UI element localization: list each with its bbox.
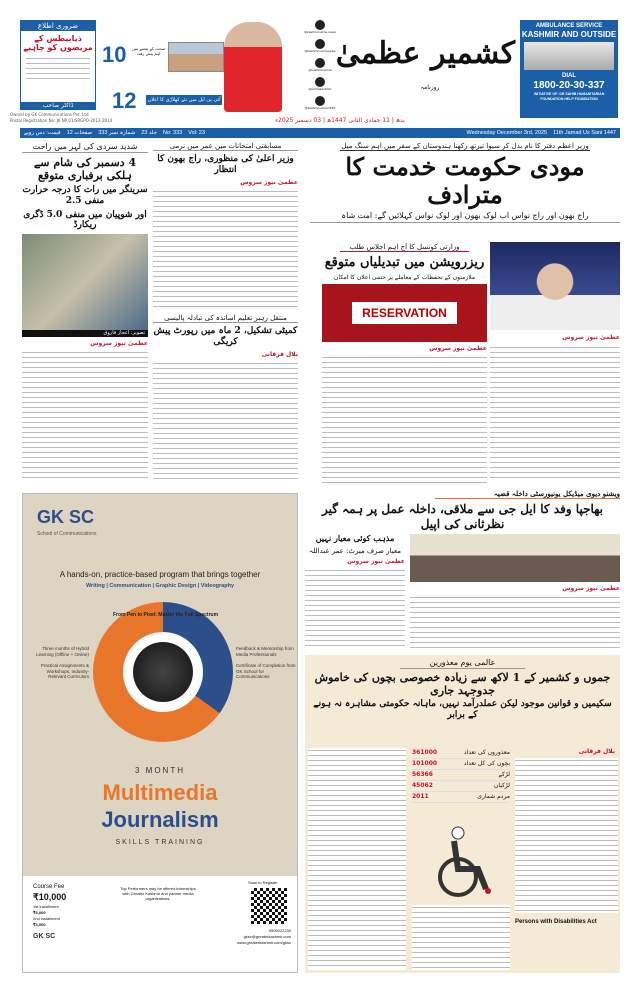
social-links xyxy=(300,20,340,110)
stat-label: بچوں کی کل تعداد xyxy=(463,760,510,767)
ad-right-features xyxy=(236,646,296,680)
instagram-icon[interactable] xyxy=(315,39,325,49)
ad-phone: 9905022230 xyxy=(268,928,291,933)
ad-duration: 3 MONTH xyxy=(135,766,185,775)
disabled-header xyxy=(310,658,615,744)
social-handle: @uzmakashmir xyxy=(308,87,332,91)
ambulance-number: 1800-20-30-337 xyxy=(533,80,605,91)
stat-value: 101000 xyxy=(412,760,438,767)
youtube-icon[interactable] xyxy=(315,96,325,106)
ambulance-ad[interactable] xyxy=(520,20,618,118)
medical-headline[interactable]: بھاجپا وفد کا ایل جی سے ملاقی، داخلہ عمل پر ہمہ گیر نظرثانی کی اپیل xyxy=(321,502,604,531)
teaser-right-caption: آئی پی ایل میں نئے کھلاڑی کا اعلان xyxy=(147,97,221,103)
coffee-cup-graphic xyxy=(93,602,233,742)
medical-body-text xyxy=(410,595,620,650)
fee-block xyxy=(33,884,103,941)
teachers-kicker[interactable]: منتقل رہبر تعلیم اساتذہ کی تبادلہ پالیسی xyxy=(153,314,298,323)
ad-right-2: Certificate of Completion from GK School for Communications xyxy=(236,663,296,679)
disabled-kicker[interactable]: عالمی یوم معذورین xyxy=(400,658,525,669)
contact-block xyxy=(237,928,291,945)
inst2-amount: ₹4,000 xyxy=(33,922,46,927)
ambulance-initiative: INITIATIVE OF: DR SAHIB HUMANITARIAN FOUNDATION HELP FOUNDATION xyxy=(533,92,605,101)
ad-skills: Writing | Communication | Graphic Design | Videography xyxy=(85,583,235,589)
stat-value: 45062 xyxy=(412,782,433,789)
lead-subheadline[interactable]: راج بھون اور راج نواس اب لوک بھون اور لوک نواس کہلائیں گے: امت شاہ xyxy=(310,211,620,224)
vol-ur: جلد 23 xyxy=(141,130,157,136)
disabled-headline[interactable]: جموں و کشمیر کے 1 لاکھ سے زیادہ خصوصی بچوں کی خاموش جدوجہد جاری xyxy=(314,670,611,697)
ad-title-1: Multimedia xyxy=(102,780,218,805)
english-date: Wednesday December 3rd, 2025 xyxy=(466,130,548,136)
postal-line: Postal Registration No: JK NP 01/SRGPO-2012-2014 xyxy=(10,118,113,123)
exams-body-text xyxy=(153,189,298,310)
reservation-image[interactable] xyxy=(322,284,487,342)
stat-label: لڑکے xyxy=(498,771,510,778)
teachers-headline[interactable]: کمیٹی تشکیل، 2 ماہ میں رپورٹ پیش کریگی xyxy=(153,326,298,348)
ambulance-title: AMBULANCE SERVICE xyxy=(535,23,603,29)
website-icon[interactable] xyxy=(315,20,325,30)
social-handle: @kashmiruzma.news xyxy=(304,30,336,34)
ad-left-2: Practical Assignments & Workshops, Industry-Relevant Curriculum xyxy=(40,663,89,679)
weather-photo-block xyxy=(22,234,148,337)
issue-ur: شمارہ نمبر 333 xyxy=(98,130,136,136)
ad-right-1: Feedback & Mentorship from Media Professionals xyxy=(236,646,294,657)
ambulance-photo xyxy=(524,42,614,70)
medical-side-headline[interactable]: مذہب کوئی معیار نہیں xyxy=(315,533,395,544)
price: قیمت: دس روپے xyxy=(24,130,61,136)
left-ad-headline: ذیابیطس کے مریضوں کو چاہیے xyxy=(23,34,93,52)
inst1-label: 1st installment xyxy=(33,904,59,909)
ad-left-features xyxy=(29,646,89,680)
ad-email: gksc@greaterkashmir.com xyxy=(243,934,291,939)
cabinet-kicker[interactable]: وزارتی کونسل کا آج اہم اجلاس طلب xyxy=(340,243,469,252)
ad-left-1: Three months of Hybrid Learning (Offline + Online) xyxy=(36,646,89,657)
lead-byline: عظمیٰ نیوز سروس xyxy=(562,334,620,341)
stats-row xyxy=(412,770,510,781)
ad-subtitle: SKILLS TRAINING xyxy=(115,839,205,846)
hijri-date-line: بدھ | 11 جمادی الثانی 1447ھ | 03 دسمبر 2025ء xyxy=(275,117,405,124)
exams-byline: عظمیٰ نیوز سروس xyxy=(240,178,298,186)
weather-photo[interactable] xyxy=(22,234,148,330)
stats-table xyxy=(412,748,510,803)
stats-row xyxy=(412,792,510,803)
ad-website: www.greaterkashmir.com/gksc xyxy=(236,940,291,945)
ad-footer xyxy=(23,876,297,972)
stats-row xyxy=(412,748,510,759)
teachers-body-text xyxy=(153,361,298,482)
teaser-left-number[interactable]: 10 xyxy=(102,42,127,67)
exams-kicker[interactable]: مسابقتی امتحانات میں عمر میں نرمی xyxy=(153,142,298,151)
medical-byline: عظمیٰ نیوز سروس xyxy=(562,585,620,593)
stat-value: 2011 xyxy=(412,793,429,800)
left-ad-contact: ڈاکٹر صاحب xyxy=(21,102,95,109)
gksc-logo: GK SC xyxy=(37,507,95,527)
cabinet-body-text xyxy=(322,355,487,483)
disabled-sub[interactable]: سکیمیں و قوانین موجود لیکن عملدرآمد نہیں، ماہانہ حکومتی مشاہرہ نہ ہونے کے برابر xyxy=(313,698,612,720)
cabinet-sub[interactable]: ملازمتوں کے تحفظات کے معاملے پر حتمی اعلان کا امکان xyxy=(333,273,476,281)
weather-headline-2[interactable]: سرینگر میں رات کا درجہ حرارت منفی 2.5 xyxy=(22,184,148,206)
qr-code[interactable] xyxy=(251,888,287,924)
medical-body xyxy=(305,534,620,650)
stat-value: 56366 xyxy=(412,771,433,778)
exams-story xyxy=(153,142,298,310)
weather-byline: عظمیٰ نیوز سروس xyxy=(90,340,148,348)
lead-body-text xyxy=(490,345,620,480)
stats-row xyxy=(412,759,510,770)
teachers-story xyxy=(153,314,298,482)
fee-label: Course Fee xyxy=(33,884,65,890)
social-handle: @kashmiruzmanews xyxy=(304,49,336,53)
date-bar xyxy=(20,128,620,138)
reservation-label: RESERVATION xyxy=(352,302,457,324)
stat-label: معذوروں کی تعداد xyxy=(463,749,510,756)
stats-row xyxy=(412,781,510,792)
inst2-label: 2nd installment xyxy=(33,916,60,921)
medical-side-sub[interactable]: معیار صرف میرٹ: عمر عبداللہ xyxy=(309,546,401,555)
social-handle: @kashmiruzma7487 xyxy=(304,106,336,110)
internship-note: Top Performers may be offered internships with Greater Kashmir and partner media organizations. xyxy=(120,886,196,901)
medical-story xyxy=(305,490,620,650)
ad-title-2: Journalism xyxy=(101,807,219,832)
medical-side xyxy=(305,534,405,650)
logo-prefix: روزنامہ xyxy=(420,84,440,91)
facebook-icon[interactable] xyxy=(315,58,325,68)
stat-value: 361000 xyxy=(412,749,438,756)
x-icon[interactable] xyxy=(315,77,325,87)
issue-no: No: 333 xyxy=(162,130,183,136)
newspaper-logo: کشمیر عظمیٰ xyxy=(335,36,515,71)
weather-story xyxy=(22,142,148,482)
cabinet-byline: عظمیٰ نیوز سروس xyxy=(429,345,487,353)
medical-main xyxy=(410,534,620,650)
hijri-date-en: 11th Jamad Us Sani 1447 xyxy=(553,130,616,136)
stat-label: مردم شماری xyxy=(477,793,510,800)
teaser-left-photo[interactable] xyxy=(168,42,224,72)
disabled-byline: بلال فرقانی xyxy=(578,748,615,755)
exams-headline[interactable]: وزیر اعلیٰ کی منظوری، راج بھون کا انتظار xyxy=(157,154,294,176)
gksc-ad[interactable] xyxy=(22,493,298,973)
lead-kicker[interactable]: وزیر اعظم دفتر کا نام بدل کر سیوا تیرتھ رکھنا ہندوستان کے سفر میں اہم سنگ میل xyxy=(341,142,589,150)
disabled-body-bottom xyxy=(412,905,510,970)
medical-kicker[interactable]: ویشنو دیوی میڈیکل یونیورسٹی داخلہ قضیہ xyxy=(435,490,620,499)
wheelchair-icon xyxy=(430,825,500,900)
left-ad-title: ضروری اطلاع xyxy=(21,21,95,31)
disabled-body-right xyxy=(515,758,618,913)
stat-label: لڑکیاں xyxy=(493,782,510,789)
volume: Vol: 23 xyxy=(188,130,206,136)
left-ad[interactable] xyxy=(20,20,96,110)
gksc-small-logo: GK SC xyxy=(33,933,56,940)
medical-photo[interactable] xyxy=(410,534,620,582)
ambulance-dial: DIAL xyxy=(562,73,576,79)
medical-side-text xyxy=(305,568,405,650)
social-handle: @kashmiruzma xyxy=(308,68,332,72)
ad-ring-text: From Pen to Pixel: Master the Full Spectrum xyxy=(113,612,219,618)
ambulance-subtitle: KASHMIR AND OUTSIDE xyxy=(521,30,617,39)
teachers-byline: بلال فرقانی xyxy=(261,350,298,358)
medical-side-byline: عظمیٰ نیوز سروس xyxy=(347,558,405,566)
weather-kicker[interactable]: شدید سردی کی لہر میں راحت xyxy=(22,142,148,153)
fee-amount: ₹10,000 xyxy=(33,892,67,902)
cabinet-story xyxy=(322,243,487,483)
teaser-left-caption: صحت کے شعبے میں اہم پیش رفت xyxy=(131,46,166,56)
lead-headline[interactable]: مودی حکومت خدمت کا مترادف xyxy=(345,152,585,209)
disabled-body-left xyxy=(308,748,406,970)
player-photo[interactable] xyxy=(224,22,282,112)
pages: صفحات 12 xyxy=(66,130,93,136)
disabilities-act-snippet: Persons with Disabilities Act xyxy=(515,919,597,925)
owner-line: Owned by GK Communications Pvt. Ltd xyxy=(10,112,89,117)
weather-headline-3[interactable]: اور شوپیان میں منفی 5.0 ڈگری ریکارڈ xyxy=(23,209,147,231)
weather-headline-1[interactable]: 4 دسمبر کی شام سے ہلکی برفباری متوقع xyxy=(33,155,137,182)
inst1-amount: ₹6,000 xyxy=(33,910,46,915)
weather-photo-credit: تصویر: اعجاز فاروق xyxy=(22,330,148,337)
teaser-right-number[interactable]: 12 xyxy=(112,88,137,113)
lead-header xyxy=(310,142,620,238)
gksc-school: School of Communications xyxy=(37,531,97,537)
amit-shah-photo[interactable] xyxy=(490,242,620,330)
cabinet-headline[interactable]: ریزرویشن میں تبدیلیاں متوقع xyxy=(324,255,485,271)
weather-body-text xyxy=(22,350,148,482)
ad-intro: A hands-on, practice-based program that brings together xyxy=(59,570,261,579)
scan-label: Scan to Register xyxy=(248,880,278,885)
